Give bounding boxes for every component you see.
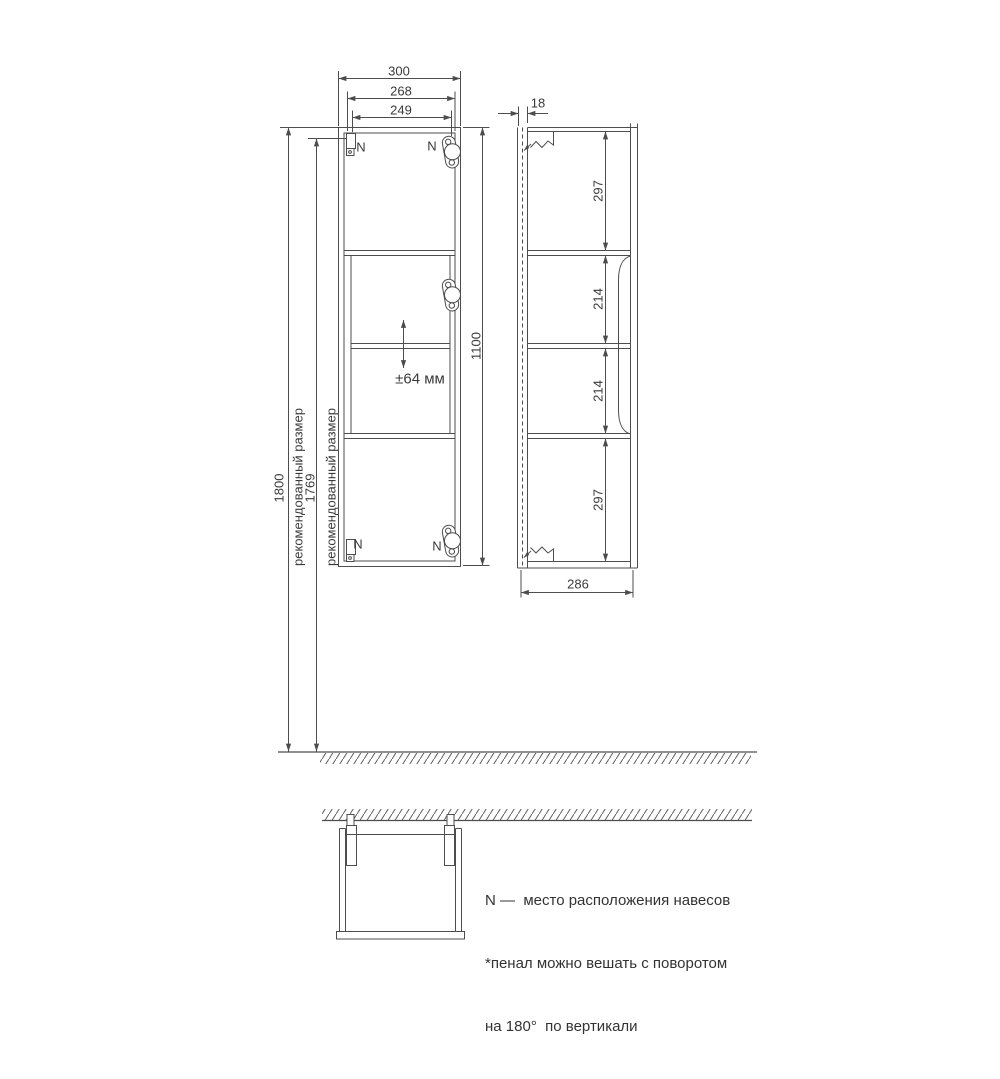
hinge-marker-bottom-left: N <box>353 536 363 552</box>
hinge-marker-bottom-right: N <box>432 538 442 554</box>
floor-hatch <box>278 752 757 764</box>
hinge-marker-top-right: N <box>427 138 437 154</box>
dim-depth: 286 <box>567 576 589 592</box>
note-line-2: *пенал можно вешать с поворотом <box>485 955 728 972</box>
dim-bracket-1769: 1769 <box>302 473 318 503</box>
dim-overall-width: 300 <box>388 63 410 79</box>
dim-section-1: 297 <box>590 180 606 202</box>
hinge-icon <box>441 278 463 312</box>
dim-door-width: 268 <box>390 83 412 99</box>
label-recommended-1800: рекомендованный размер <box>290 408 306 566</box>
note-text <box>485 848 730 1079</box>
side-view <box>518 124 638 569</box>
dim-section-2: 214 <box>590 288 606 310</box>
dim-recommended-1800: 1800 <box>271 473 287 503</box>
shelf-adjust-label: ±64 мм <box>395 370 445 388</box>
hinge-icons <box>347 134 464 562</box>
hinge-marker-top-left: N <box>356 139 366 155</box>
dim-height-1100: 1100 <box>468 332 484 360</box>
hinge-icon <box>441 524 463 558</box>
dim-section-3: 214 <box>590 380 606 402</box>
ceiling-hatch <box>322 809 752 821</box>
mount-bracket-icon <box>347 134 356 156</box>
dim-section-4: 297 <box>590 489 606 511</box>
dim-door-thickness: 18 <box>530 95 546 111</box>
front-view <box>339 128 461 567</box>
note-line-3: на 180° по вертикали <box>485 1018 638 1035</box>
dim-hinge-span: 249 <box>390 102 412 118</box>
note-line-1: N — место расположения навесов <box>485 892 731 909</box>
wall-cabinet-section <box>337 815 465 940</box>
hinge-icon <box>441 135 463 169</box>
label-recommended-1769: рекомендованный размер <box>323 408 339 566</box>
